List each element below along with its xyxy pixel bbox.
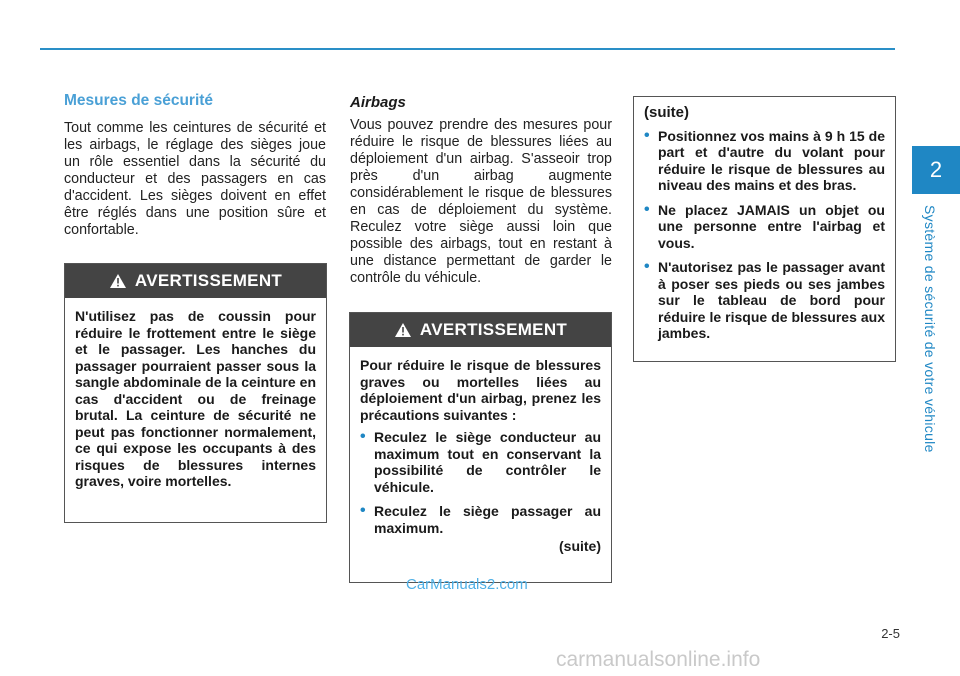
watermark-small[interactable]: CarManuals2.com bbox=[406, 576, 528, 593]
chapter-title-text: Système de sécurité de votre véhicule bbox=[922, 205, 938, 453]
continued-label: (suite) bbox=[559, 538, 601, 554]
warning-content bbox=[350, 347, 611, 567]
warning-box-airbag bbox=[349, 312, 612, 583]
warning-list-item: • N'autorisez pas le passager avant à poser ses pieds ou ses jambes sur le tableau de bord pour réduire le risque de blessures aux jambes. bbox=[644, 259, 885, 342]
column-middle bbox=[350, 92, 612, 287]
warning-list-item: • Ne placez JAMAIS un objet ou une personne entre l'airbag et vous. bbox=[644, 202, 885, 252]
warning-content bbox=[634, 97, 895, 362]
warning-header-label: AVERTISSEMENT bbox=[419, 320, 568, 339]
column-left bbox=[64, 92, 326, 239]
warning-list bbox=[644, 128, 885, 342]
warning-triangle-icon bbox=[394, 322, 412, 338]
warning-box-cushion bbox=[64, 263, 327, 523]
warning-text: N'utilisez pas de coussin pour réduire le frottement entre le siège et le passager. Les hanches du passager pourraient passer sous la sangle abdominale de la ceinture en cas d'accident ou de freinage brutal. La ceinture de sécurité ne peut pas fonctionner normalement, ce qui expose les occupants à des risques de blessures internes graves, voire mortelles. bbox=[75, 308, 316, 489]
warning-list-item: • Positionnez vos mains à 9 h 15 de part et d'autre du volant pour réduire le risque de blessures au niveau des mains et des bras. bbox=[644, 128, 885, 194]
warning-list bbox=[360, 429, 601, 536]
continued-title: (suite) bbox=[644, 104, 689, 121]
chapter-title bbox=[922, 205, 946, 465]
section-title: Mesures de sécurité bbox=[64, 92, 214, 109]
airbags-title: Airbags bbox=[350, 94, 406, 111]
airbags-body: Vous pouvez prendre des mesures pour réduire le risque de blessures liées au déploiement d'un airbag. S'asseoir trop près d'un airbag augmente considérablement le risque de blessures en cas de déploiement du système. Reculez votre siège aussi loin que possible des airbags, tout en restant à une distance permettant de garder le contrôle du véhicule. bbox=[350, 117, 612, 286]
warning-header bbox=[350, 313, 611, 347]
warning-intro: Pour réduire le risque de blessures graves ou mortelles liées au déploiement d'un airbag, prenez les précautions suivantes : bbox=[360, 357, 601, 423]
warning-header bbox=[65, 264, 326, 298]
warning-triangle-icon bbox=[109, 273, 127, 289]
section-body: Tout comme les ceintures de sécurité et les airbags, le réglage des sièges joue un rôle essentiel dans la sécurité du conducteur et des passagers en cas d'accident. Les sièges doivent en effet être réglés dans une position sûre et confortable. bbox=[64, 120, 326, 238]
page-number: 2-5 bbox=[881, 626, 900, 641]
warning-box-continued bbox=[633, 96, 896, 362]
warning-header-label: AVERTISSEMENT bbox=[134, 271, 283, 290]
warning-list-item: • Reculez le siège passager au maximum. bbox=[360, 503, 601, 536]
warning-list-item: • Reculez le siège conducteur au maximum tout en conservant la possibilité de contrôler le véhicule. bbox=[360, 429, 601, 495]
top-rule bbox=[40, 48, 895, 50]
watermark-large[interactable]: carmanualsonline.info bbox=[556, 648, 761, 671]
chapter-number-tab[interactable]: 2 bbox=[912, 146, 960, 194]
